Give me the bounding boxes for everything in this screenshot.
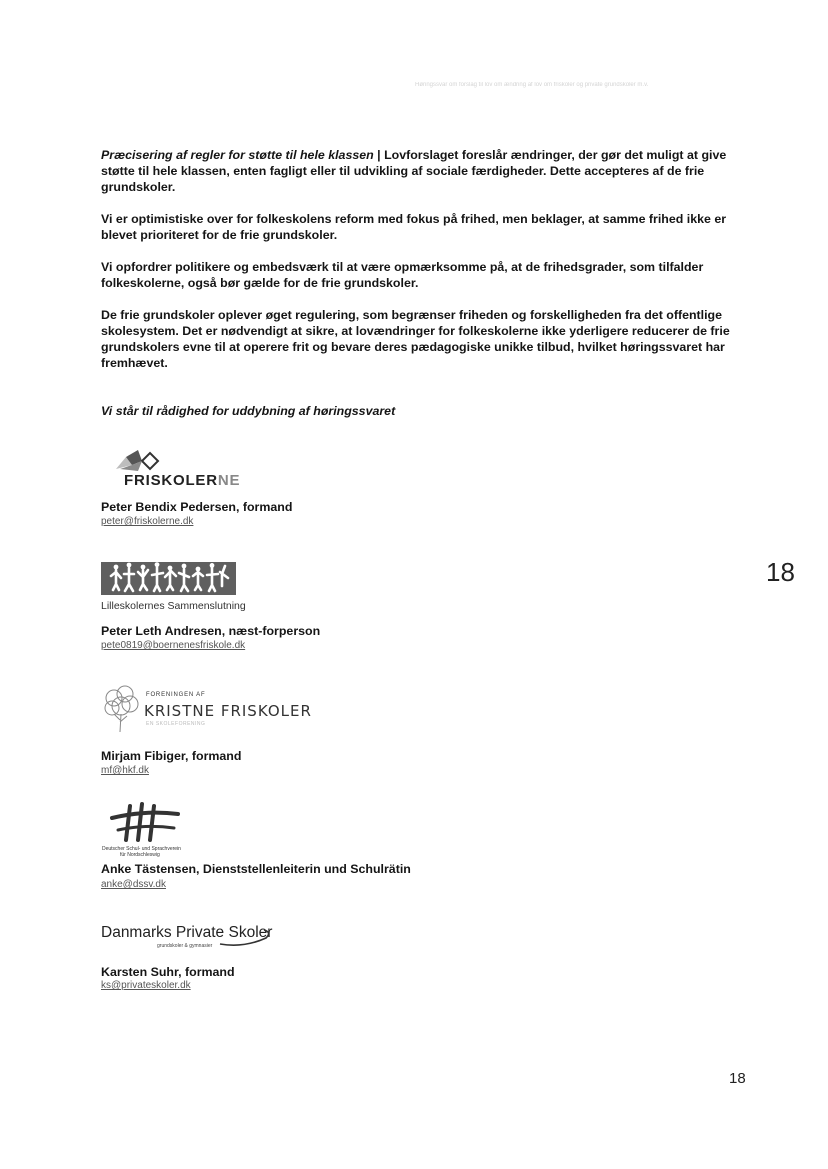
paragraph-1 xyxy=(101,147,731,195)
lilleskolerne-logo xyxy=(101,562,236,595)
paragraph-lead: Præcisering af regler for støtte til hele klassen xyxy=(101,148,374,162)
signature-email[interactable]: pete0819@boernenesfriskole.dk xyxy=(101,640,246,651)
body-text xyxy=(101,147,731,387)
paragraph-4: De frie grundskoler oplever øget regulering, som begrænser friheden og forskelligheden fra det offentlige skolesystem. Det er nødvendigt at sikre, at lovændringer for folkeskolerne ikke yderligere reducerer de frie grundskolers evne til at operere frit og bevare deres pædagogiske unikke tilbud, hvilket høringssvaret har fremhævet. xyxy=(101,308,730,370)
signature-email[interactable]: peter@friskolerne.dk xyxy=(101,516,194,527)
side-page-number: 18 xyxy=(766,557,795,587)
signature-name: Peter Bendix Pedersen, formand xyxy=(101,500,293,514)
signature-name: Anke Tästensen, Dienststellenleiterin und Schulrätin xyxy=(101,862,411,876)
kristne-logo-sub: EN SKOLEFORENING xyxy=(146,721,206,727)
dssv-logo-icon xyxy=(108,800,182,844)
page-number: 18 xyxy=(729,1070,746,1087)
closing-remark: Vi står til rådighed for uddybning af høringssvaret xyxy=(101,404,396,418)
lilleskolerne-caption: Lilleskolernes Sammenslutning xyxy=(101,600,246,612)
paragraph-text: | Lovforslaget foreslår ændringer, der gør det muligt at give støtte til hele klassen, enten fagligt eller til udvikling af sociale færdigheder. Dette accepteres af de frie grundskoler. xyxy=(101,148,727,194)
signature-email[interactable]: ks@privateskoler.dk xyxy=(101,980,191,991)
signature-name: Karsten Suhr, formand xyxy=(101,965,235,979)
swoosh-icon xyxy=(218,926,274,948)
dps-logo-sub: grundskoler & gymnasier xyxy=(157,943,213,949)
dssv-caption: Deutscher Schul- und Sprachverein xyxy=(102,846,181,852)
kristne-logo-top: FORENINGEN AF xyxy=(146,692,206,698)
dancing-figures-icon xyxy=(101,562,236,595)
dps-logo-text: Danmarks Private Skoler xyxy=(101,924,273,941)
signature-name: Peter Leth Andresen, næst-forperson xyxy=(101,624,321,638)
kristne-logo-text: KRISTNE FRISKOLER xyxy=(144,702,312,720)
signature-email[interactable]: anke@dssv.dk xyxy=(101,879,166,890)
dssv-caption-2: für Nordschleswig xyxy=(120,852,160,858)
paragraph-3: Vi opfordrer politikere og embedsværk til at være opmærksomme på, at de frihedsgrader, som tilfalder folkeskolerne, også bør gælde for de frie grundskoler. xyxy=(101,260,704,290)
page-header: Høringssvar om forslag til lov om ændring af lov om friskoler og private grundskoler m.v. xyxy=(415,82,649,88)
friskolerne-logo-icon xyxy=(112,447,162,473)
signature-name: Mirjam Fibiger, formand xyxy=(101,749,242,763)
paragraph-2: Vi er optimistiske over for folkeskolens reform med fokus på frihed, men beklager, at samme frihed ikke er blevet prioriteret for de frie grundskoler. xyxy=(101,212,727,242)
friskolerne-logo-text: FRISKOLERNE xyxy=(124,472,241,489)
tree-logo-icon xyxy=(100,684,142,734)
signature-email[interactable]: mf@hkf.dk xyxy=(101,765,149,776)
